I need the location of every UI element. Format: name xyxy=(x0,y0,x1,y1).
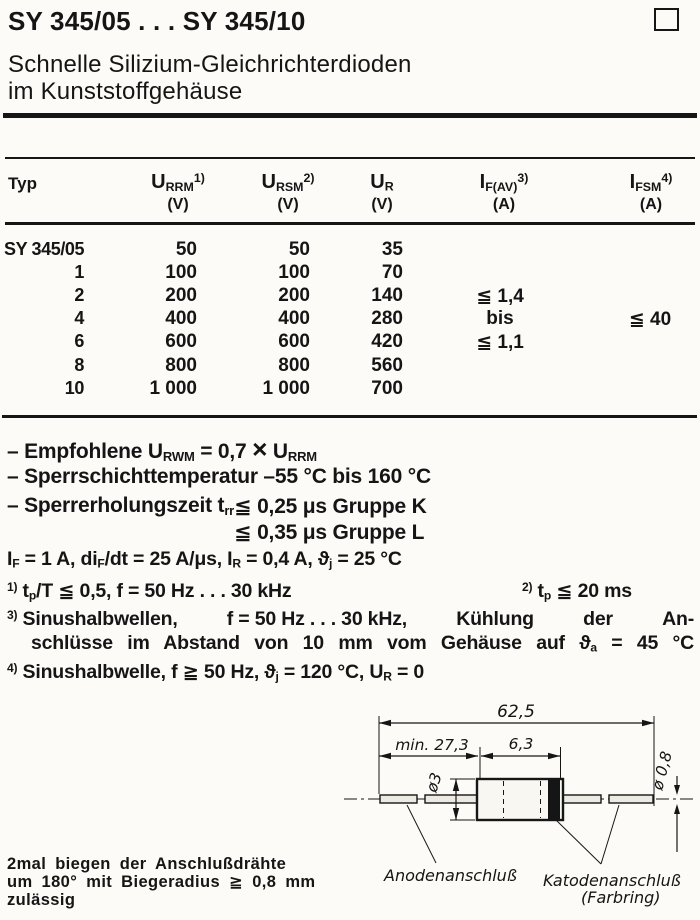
column-unit-ur: (V) xyxy=(371,196,393,213)
multiplication-sign: × xyxy=(252,434,268,464)
note-reverse-recovery: – Sperrerholungszeit trr ≦ 0,25 μs Gruppe K ≦ 0,35 μs Gruppe L xyxy=(7,494,427,544)
column-unit-ifav: (A) xyxy=(492,196,516,213)
bend-allowance-note xyxy=(7,855,316,909)
column-header-ur: UR xyxy=(370,171,394,194)
cell-typ: 10 xyxy=(64,378,84,398)
cell-typ: 4 xyxy=(74,308,84,328)
ifsm-value: ≦ 40 xyxy=(628,309,672,330)
column-unit-urrm: (V) xyxy=(167,196,189,213)
arrowhead xyxy=(548,753,560,759)
cell-urrm: 200 xyxy=(165,285,197,306)
package-outline-drawing xyxy=(330,692,700,918)
cathode-leader-line xyxy=(556,820,601,864)
cathode-leader-line xyxy=(601,805,619,864)
arrowhead xyxy=(379,720,391,726)
footnote-2: $^{2)}$ tp ≦ 20 ms xyxy=(522,579,632,603)
cell-ur: 560 xyxy=(371,355,403,376)
arrowhead xyxy=(453,779,459,791)
group-l-line: ≦ 0,35 μs Gruppe L xyxy=(234,521,425,544)
arrowhead xyxy=(481,753,493,759)
footnote-1: $^{1)}$ tp/T ≦ 0,5, f = 50 Hz . . . 30 kHz xyxy=(7,579,292,603)
column-header-ursm: URSM$^{2)}$ xyxy=(261,171,315,194)
cell-typ: 1 xyxy=(74,262,84,282)
table-header-rule xyxy=(5,222,695,225)
cell-ursm: 200 xyxy=(278,285,310,306)
cell-ur: 140 xyxy=(371,285,403,306)
anode-lead-tip xyxy=(380,795,417,803)
dim-lead-diameter: ø 0,8 xyxy=(648,749,676,792)
cathode-label: Katodenanschluß xyxy=(543,871,681,890)
group-k-line: ≦ 0,25 μs Gruppe K xyxy=(234,495,427,518)
column-header-typ: Typ xyxy=(8,174,37,193)
cell-ur: 700 xyxy=(371,378,403,399)
table-bottom-rule xyxy=(2,415,697,418)
arrowhead xyxy=(674,785,680,795)
cell-ursm: 50 xyxy=(288,239,310,260)
bend-note-line1: 2mal biegen der Anschlußdrähte xyxy=(7,855,287,873)
arrowhead xyxy=(453,808,459,820)
cell-ur: 420 xyxy=(371,331,403,352)
cell-ursm: 600 xyxy=(278,331,310,352)
cell-urrm: 100 xyxy=(165,262,197,283)
cell-ur: 280 xyxy=(371,308,403,329)
cathode-lead xyxy=(563,795,601,803)
dim-overall-length: 62,5 xyxy=(497,702,535,722)
cell-urrm: 800 xyxy=(165,355,197,376)
cell-urrm: 50 xyxy=(175,239,197,260)
note-junction-temperature: – Sperrschichttemperatur –55 °C bis 160 °C xyxy=(7,465,431,488)
column-header-urrm: URRM$^{1)}$ xyxy=(151,171,205,194)
anode-leader-line xyxy=(407,805,436,863)
recovery-groups xyxy=(234,494,427,546)
bend-note-line2: um 180° mit Biegeradius ≧ 0,8 mm xyxy=(7,873,316,891)
corner-checkbox xyxy=(654,8,679,31)
note-urwm: – Empfohlene URWM = 0,7 × URRM xyxy=(7,434,317,464)
footnote-3-line2: schlüsse im Abstand von 10 mm vom Gehäuse auf ϑa = 45 °C xyxy=(31,632,694,655)
cell-urrm: 1 000 xyxy=(149,378,197,399)
dim-body-diameter: ø3 xyxy=(422,770,446,795)
arrowhead xyxy=(379,753,391,759)
cell-typ: 6 xyxy=(74,331,84,351)
cell-ursm: 1 000 xyxy=(262,378,310,399)
cell-urrm: 400 xyxy=(165,308,197,329)
footnote-3-line1: $^{3)}$ Sinushalbwellen, f = 50 Hz . . . 30 kHz, Kühlung der An- xyxy=(7,608,694,631)
page-title: SY 345/05 . . . SY 345/10 xyxy=(8,6,306,36)
table-top-rule xyxy=(5,157,695,159)
column-unit-ursm: (V) xyxy=(277,196,299,213)
cell-typ: 8 xyxy=(74,355,84,375)
cell-ur: 70 xyxy=(381,262,403,283)
ifav-range-bis: bis xyxy=(486,308,514,329)
anode-lead xyxy=(425,795,477,803)
cell-ursm: 100 xyxy=(278,262,310,283)
cell-ursm: 400 xyxy=(278,308,310,329)
cathode-band-label: (Farbring) xyxy=(581,888,661,907)
cell-urrm: 600 xyxy=(165,331,197,352)
subtitle-line2: im Kunststoffgehäuse xyxy=(8,78,243,105)
column-unit-ifsm: (A) xyxy=(639,196,663,213)
ifav-range-max: ≦ 1,4 xyxy=(476,286,524,307)
cell-ur: 35 xyxy=(381,239,403,260)
thick-divider xyxy=(3,113,697,118)
anode-label: Anodenanschluß xyxy=(384,866,517,885)
footnote-4: $^{4)}$ Sinushalbwelle, f ≧ 50 Hz, ϑj = 120 °C, UR = 0 xyxy=(7,660,425,684)
cell-typ: 2 xyxy=(74,285,84,305)
cell-ursm: 800 xyxy=(278,355,310,376)
cathode-lead-tip xyxy=(609,795,653,803)
test-conditions: IF = 1 A, diF/dt = 25 A/μs, IR = 0,4 A, ϑj = 25 °C xyxy=(7,548,402,571)
bend-note-line3: zulässig xyxy=(7,891,76,909)
cell-typ: SY 345/05 xyxy=(4,239,85,259)
arrowhead xyxy=(642,720,654,726)
dim-body-length: 6,3 xyxy=(508,735,534,753)
ifav-range-min: ≦ 1,1 xyxy=(476,332,524,353)
page-subtitle xyxy=(8,51,412,105)
dim-lead-length: min. 27,3 xyxy=(395,736,469,754)
subtitle-line1: Schnelle Silizium-Gleichrichterdioden xyxy=(8,51,412,78)
cathode-color-band xyxy=(548,780,560,819)
column-header-ifav: IF(AV)$^{3)}$ xyxy=(479,171,529,194)
column-header-ifsm: IFSM$^{4)}$ xyxy=(629,171,673,194)
